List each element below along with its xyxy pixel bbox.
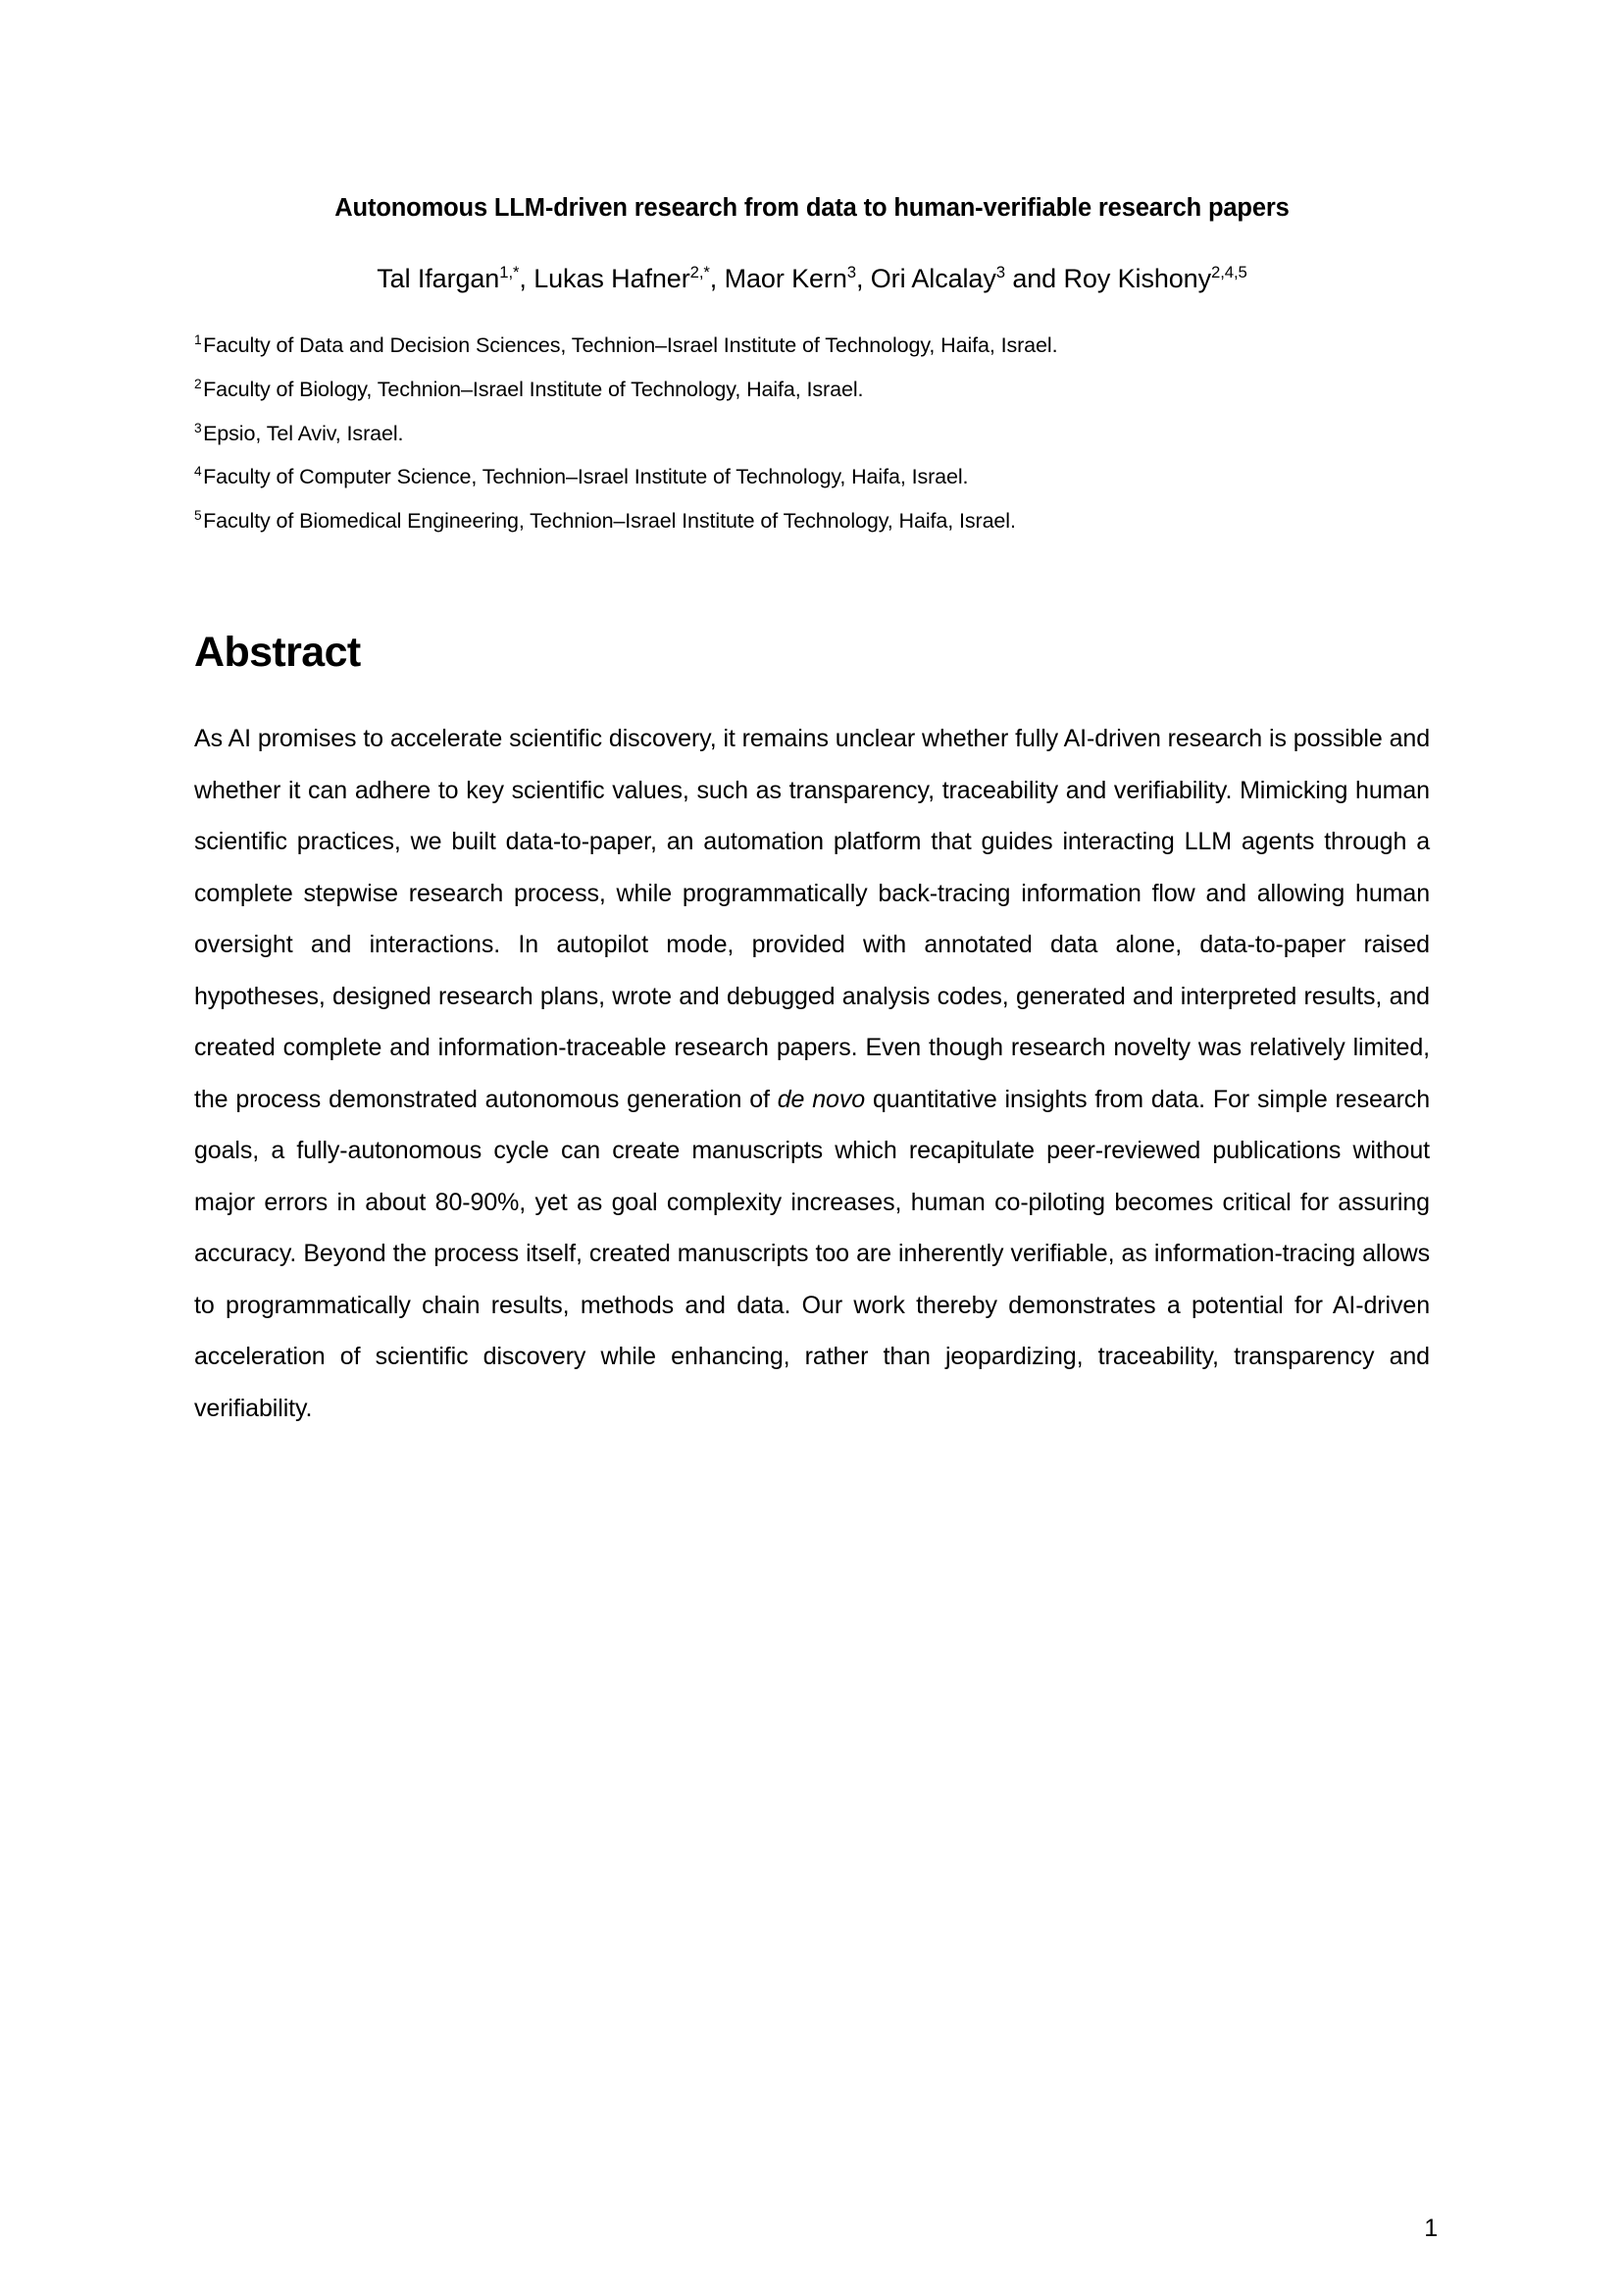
author-affiliation-marker: 2,4,5 — [1211, 263, 1247, 282]
affiliation-text: Epsio, Tel Aviv, Israel. — [203, 421, 404, 445]
author-name: Tal Ifargan — [377, 264, 500, 294]
affiliation-list — [194, 333, 1430, 534]
author-separator: and — [1004, 264, 1064, 294]
affiliation-marker: 4 — [194, 464, 202, 480]
affiliation-item — [194, 333, 1430, 358]
paper-title: Autonomous LLM-driven research from data to human-verifiable research papers — [334, 194, 1290, 222]
abstract-heading: Abstract — [194, 628, 361, 676]
abstract-text-run: As AI promises to accelerate scientific discovery, it remains unclear whether fully AI-driven research is possible and whether it can adhere to key scientific values, such as transparency, traceability and verifiability. Mimicking human scientific practices, we built data-to-paper, an automation platform that guides interacting LLM agents through a complete stepwise research process, while programmatically back-tracing information flow and allowing human oversight and interactions. In autopilot mode, provided with annotated data alone, data-to-paper raised hypotheses, designed research plans, wrote and debugged analysis codes, generated and interpreted results, and created complete and information-traceable research papers. Even though research novelty was relatively limited, the process demonstrated autonomous generation of — [194, 725, 1430, 1113]
author-name: Maor Kern — [724, 264, 847, 294]
affiliation-text: Faculty of Data and Decision Sciences, Technion–Israel Institute of Technology, Haifa, Israel. — [203, 333, 1058, 358]
author-affiliation-marker: 3 — [995, 263, 1005, 282]
abstract-body — [194, 713, 1430, 1434]
affiliation-item — [194, 509, 1430, 534]
author-name: Roy Kishony — [1063, 264, 1211, 294]
author-separator: , — [709, 264, 725, 294]
affiliation-item — [194, 422, 1430, 446]
author-name: Ori Alcalay — [870, 264, 996, 294]
author-affiliation-marker: 1,* — [499, 263, 520, 282]
abstract-italic-term: de novo — [777, 1085, 866, 1113]
author-separator: , — [855, 264, 871, 294]
affiliation-item — [194, 378, 1430, 402]
affiliation-text: Faculty of Biomedical Engineering, Technion–Israel Institute of Technology, Haifa, Israel. — [203, 509, 1016, 534]
page-content — [194, 0, 1430, 1434]
author-separator: , — [519, 264, 534, 294]
page-number: 1 — [1424, 2215, 1438, 2242]
author-affiliation-marker: 3 — [846, 263, 856, 282]
affiliation-text: Faculty of Biology, Technion–Israel Institute of Technology, Haifa, Israel. — [203, 377, 864, 401]
author-list — [194, 262, 1430, 296]
affiliation-marker: 2 — [194, 376, 202, 391]
author-name: Lukas Hafner — [533, 264, 690, 294]
affiliation-item — [194, 465, 1430, 489]
affiliation-text: Faculty of Computer Science, Technion–Israel Institute of Technology, Haifa, Israel. — [203, 465, 969, 489]
abstract-text-run: quantitative insights from data. For simple research goals, a fully-autonomous cycle can create manuscripts which recapitulate peer-reviewed publications without major errors in about 80-90%, yet as goal complexity increases, human co-piloting becomes critical for assuring accuracy. Beyond the process itself, created manuscripts too are inherently verifiable, as information-tracing allows to programmatically chain results, methods and data. Our work thereby demonstrates a potential for AI-driven acceleration of scientific discovery while enhancing, rather than jeopardizing, traceability, transparency and verifiability. — [194, 1085, 1431, 1422]
author-affiliation-marker: 2,* — [689, 263, 710, 282]
affiliation-marker: 5 — [194, 507, 202, 523]
affiliation-marker: 1 — [194, 332, 202, 348]
affiliation-marker: 3 — [194, 420, 202, 435]
